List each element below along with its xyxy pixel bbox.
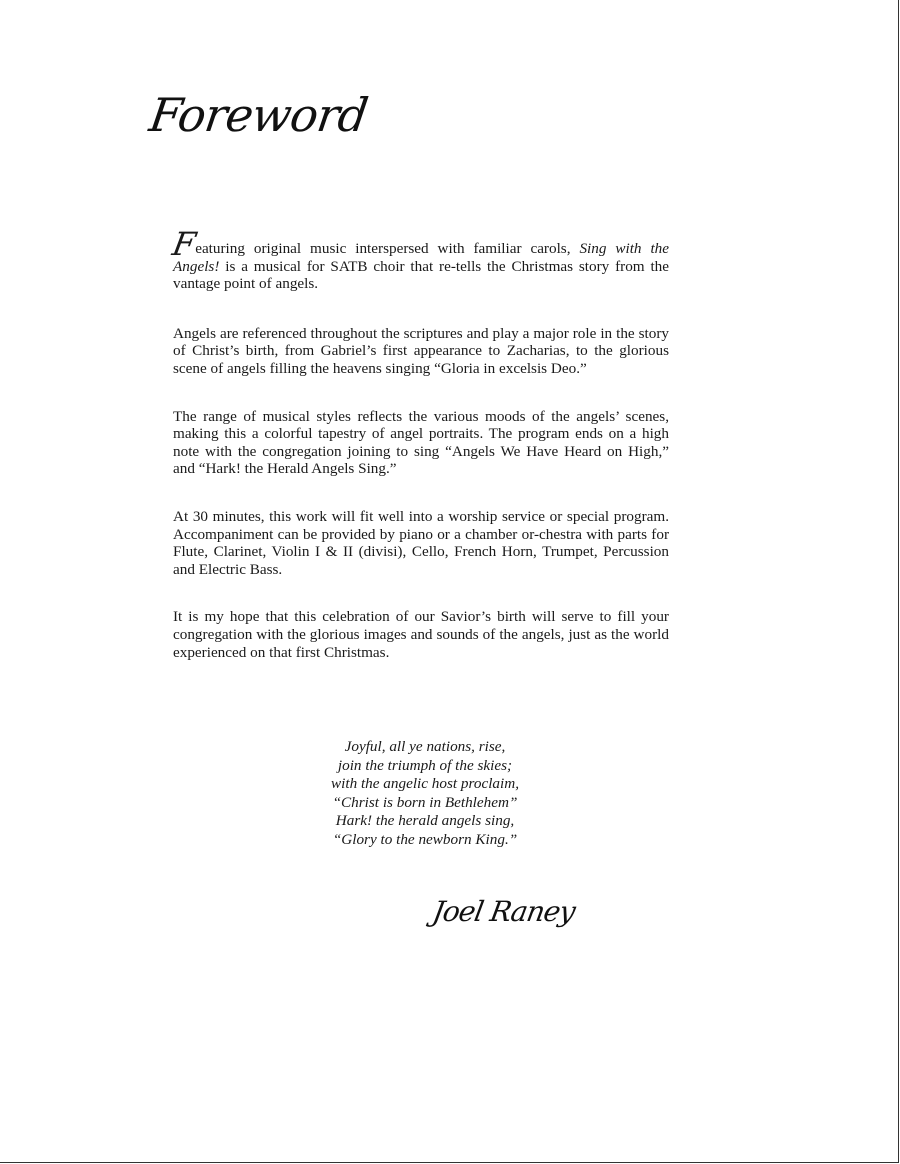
musical-title: Sing with the Angels!: [173, 240, 669, 275]
verse-line: join the triumph of the skies;: [337, 756, 513, 774]
paragraph-intro-text-a: eaturing original music interspersed with familiar carols,: [195, 240, 580, 257]
paragraph-intro: [169, 225, 669, 293]
verse-line: “Glory to the newborn King.”: [332, 830, 518, 848]
paragraph-accompaniment: At 30 minutes, this work will fit well into a worship service or special program. Accompaniment can be provided by piano or a chamber or-chestra with parts for Flute, Clarinet, Violin I & II (divisi), Cello, French Horn, Trumpet, Percussion and Electric Bass.: [173, 507, 669, 578]
paragraph-hope: It is my hope that this celebration of our Savior’s birth will serve to fill your congregation with the glorious images and sounds of the angels, just as the world experienced on that first Christmas.: [173, 608, 669, 661]
paragraph-intro-text-b: is a musical for SATB choir that re-tells the Christmas story from the vantage point of angels.: [173, 257, 669, 293]
verse-line: Hark! the herald angels sing,: [335, 812, 515, 830]
verse-line: “Christ is born in Bethlehem”: [332, 793, 518, 811]
page-title: Foreword: [146, 88, 371, 142]
verse-quote: [270, 738, 580, 850]
paragraph-angels: Angels are referenced throughout the scriptures and play a major role in the story of Christ’s birth, from Gabriel’s first appearance to Zacharias, to the glorious scene of angels filling the heavens singing “Gloria in excelsis Deo.”: [173, 324, 669, 377]
verse-line: with the angelic host proclaim,: [331, 775, 519, 793]
foreword-body: [169, 225, 669, 691]
paragraph-styles: The range of musical styles reflects the various moods of the angels’ scenes, making this a colorful tapestry of angel portraits. The program ends on a high note with the congregation joining to sing “Angels We Have Heard on High,” and “Hark! the Herald Angels Sing.”: [173, 407, 669, 478]
author-signature: Joel Raney: [430, 895, 578, 928]
verse-line: Joyful, all ye nations, rise,: [344, 738, 506, 755]
drop-cap: F: [169, 225, 199, 263]
